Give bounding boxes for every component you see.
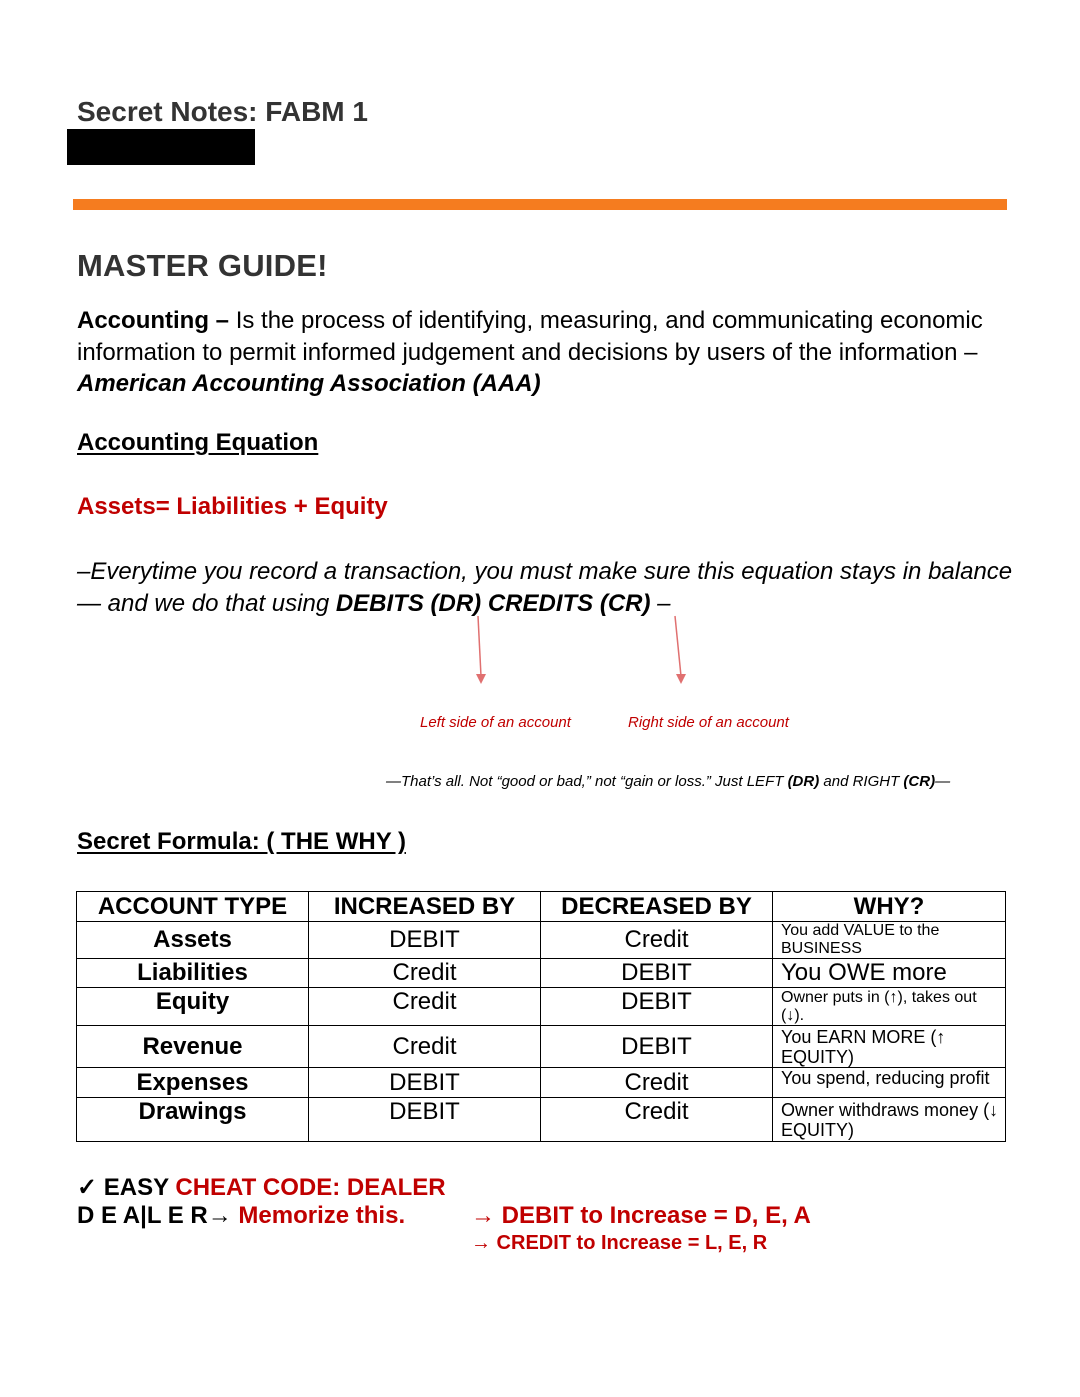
account-type: Expenses	[77, 1068, 309, 1098]
redacted-block	[67, 129, 255, 165]
why-text: You add VALUE to the BUSINESS	[773, 922, 1006, 959]
definition-term: Accounting	[77, 307, 209, 334]
increased-by: DEBIT	[309, 1098, 541, 1142]
account-type: Equity	[77, 988, 309, 1026]
summary-dr: (DR)	[787, 773, 820, 790]
balance-note-bold: DEBITS (DR) CREDITS (CR)	[335, 589, 651, 617]
credit-arrow-icon	[670, 614, 692, 686]
debit-side-label: Left side of an account	[420, 714, 571, 731]
memorize-text: Memorize this.	[238, 1202, 406, 1229]
debit-arrow-icon	[470, 614, 492, 686]
balance-note	[77, 556, 1037, 619]
increased-by: Credit	[309, 988, 541, 1026]
increased-by: Credit	[309, 959, 541, 988]
decreased-by: DEBIT	[541, 959, 773, 988]
table-row	[77, 1068, 1006, 1098]
page-title: Secret Notes: FABM 1	[77, 96, 368, 127]
why-text: You OWE more	[773, 959, 1006, 988]
secret-formula-heading: Secret Formula: ( THE WHY )	[77, 828, 406, 855]
accounting-equation-heading: Accounting Equation	[77, 429, 319, 456]
table-row	[77, 959, 1006, 988]
table-row	[77, 1026, 1006, 1068]
table-row	[77, 922, 1006, 959]
cheat-code-title	[77, 1173, 446, 1202]
why-text: Owner puts in (↑), takes out (↓).	[773, 988, 1006, 1026]
definition-dash: –	[209, 307, 236, 334]
account-type: Revenue	[77, 1026, 309, 1068]
account-type: Assets	[77, 922, 309, 959]
account-type: Liabilities	[77, 959, 309, 988]
summary-end: —	[935, 773, 951, 790]
accounting-definition	[77, 305, 1017, 400]
balance-note-end: –	[650, 589, 671, 617]
credit-side-label: Right side of an account	[628, 714, 789, 731]
table-header-row	[77, 892, 1006, 922]
decreased-by: Credit	[541, 1098, 773, 1142]
master-guide-heading: MASTER GUIDE!	[77, 248, 328, 283]
debit-increase-rule: → DEBIT to Increase = D, E, A	[471, 1202, 811, 1229]
balance-note-start: –Everytime you record a transaction, you must make sure this equation stays in balance — and we do that using	[77, 558, 1013, 617]
checkmark-label: ✓ EASY	[77, 1174, 176, 1201]
increased-by: DEBIT	[309, 922, 541, 959]
column-header: INCREASED BY	[309, 892, 541, 922]
dealer-letters-text: D E A|L E R→	[77, 1202, 239, 1229]
why-text: Owner withdraws money (↓ EQUITY)	[773, 1098, 1006, 1142]
orange-divider	[73, 199, 1007, 210]
decreased-by: Credit	[541, 1068, 773, 1098]
summary-start: —That’s all. Not “good or bad,” not “gain or loss.” Just LEFT	[386, 773, 788, 790]
increased-by: DEBIT	[309, 1068, 541, 1098]
table-row	[77, 988, 1006, 1026]
column-header: DECREASED BY	[541, 892, 773, 922]
column-header: ACCOUNT TYPE	[77, 892, 309, 922]
column-header: WHY?	[773, 892, 1006, 922]
accounting-equation: Assets= Liabilities + Equity	[77, 493, 388, 520]
increased-by: Credit	[309, 1026, 541, 1068]
account-type: Drawings	[77, 1098, 309, 1142]
formula-table	[76, 891, 1006, 1142]
decreased-by: DEBIT	[541, 988, 773, 1026]
decreased-by: DEBIT	[541, 1026, 773, 1068]
credit-increase-rule: → CREDIT to Increase = L, E, R	[471, 1232, 768, 1254]
dealer-letters	[77, 1202, 405, 1230]
cheat-code-label: CHEAT CODE: DEALER	[175, 1174, 446, 1201]
table-row	[77, 1098, 1006, 1142]
summary-mid: and RIGHT	[819, 773, 904, 790]
summary-cr: (CR)	[903, 773, 936, 790]
why-text: You spend, reducing profit	[773, 1068, 1006, 1098]
decreased-by: Credit	[541, 922, 773, 959]
definition-source: American Accounting Association (AAA)	[77, 370, 541, 397]
definition-text: Is the process of identifying, measuring, and communicating economic information to permit informed judgement and decisions by users of the information –	[77, 307, 983, 366]
debit-credit-summary	[386, 773, 950, 790]
why-text: You EARN MORE (↑ EQUITY)	[773, 1026, 1006, 1068]
